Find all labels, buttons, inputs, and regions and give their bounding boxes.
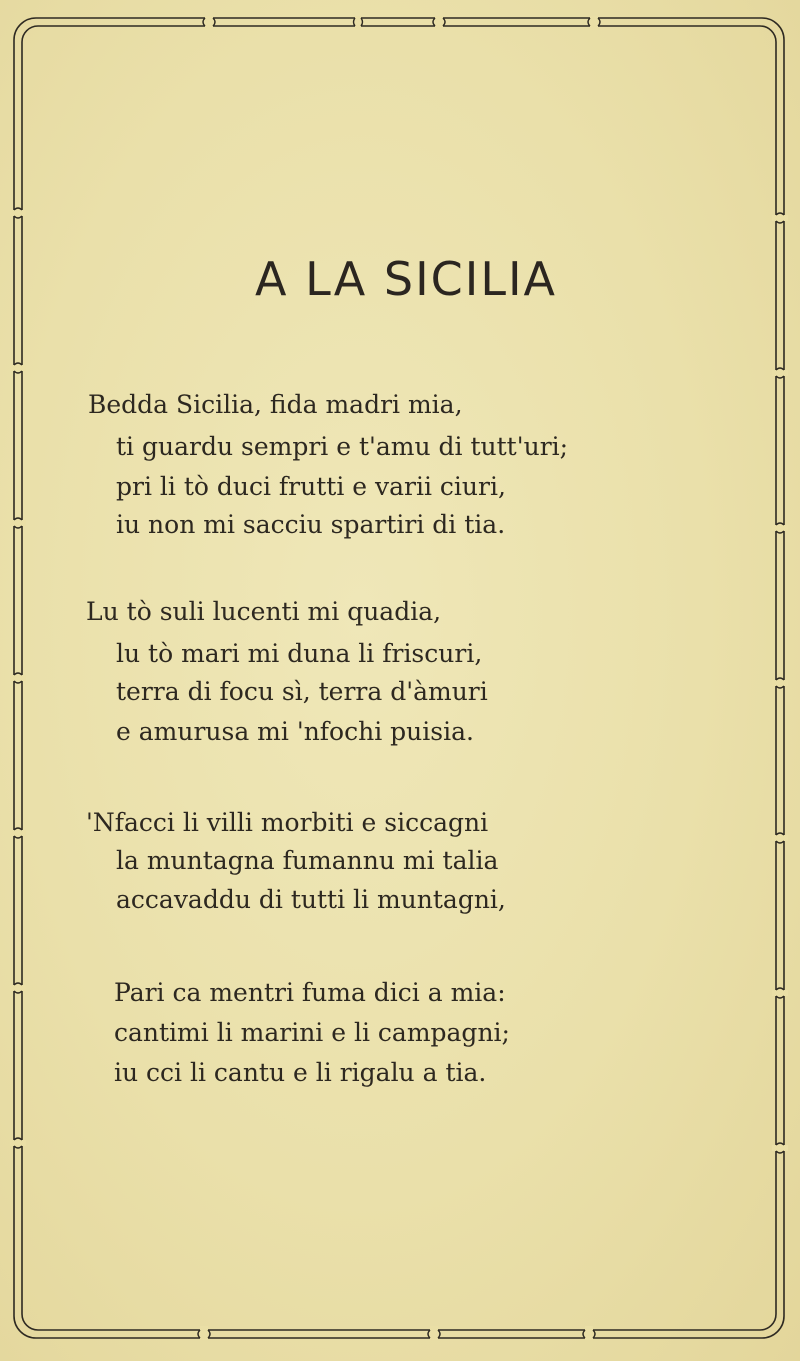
poem-line: pri li tò duci frutti e varii ciuri,	[116, 472, 506, 501]
poem-line: lu tò mari mi duna li friscuri,	[116, 639, 483, 668]
poem-line: 'Nfacci li villi morbiti e siccagni	[86, 808, 489, 837]
poem-title: A LA SICILIA	[255, 252, 557, 306]
poem-line: terra di focu sì, terra d'àmuri	[116, 677, 488, 706]
poem-line: Pari ca mentri fuma dici a mia:	[114, 978, 506, 1007]
poem-line: accavaddu di tutti li muntagni,	[116, 885, 506, 914]
poem-line: la muntagna fumannu mi talia	[116, 846, 499, 875]
poem-line: Bedda Sicilia, fida madri mia,	[88, 390, 463, 419]
poem-line: ti guardu sempri e t'amu di tutt'uri;	[116, 432, 569, 461]
poem-line: Lu tò suli lucenti mi quadia,	[86, 597, 442, 626]
poem-line: cantimi li marini e li campagni;	[114, 1018, 510, 1047]
poem-line: iu non mi sacciu spartiri di tia.	[116, 510, 506, 539]
poem-line: e amurusa mi 'nfochi puisia.	[116, 717, 474, 746]
poem-line: iu cci li cantu e li rigalu a tia.	[114, 1058, 487, 1087]
